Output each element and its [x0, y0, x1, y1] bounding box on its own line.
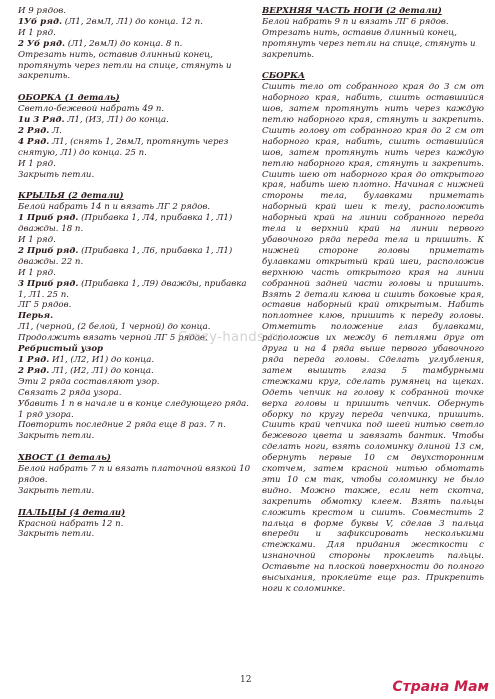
blank-line	[262, 61, 484, 72]
text-line	[18, 431, 246, 442]
blank-line	[18, 82, 246, 93]
section-heading: ОБОРКА (1 деталь)	[18, 93, 120, 104]
row-label: 3 Приб ряд.	[18, 278, 79, 289]
text-segment: Л1, (снять 1, 2вмЛ, протянуть через	[49, 136, 229, 147]
text-segment: (Л1, 2вмЛ) до конца. 8 п.	[64, 38, 183, 49]
text-line	[18, 398, 249, 410]
text-segment: 1, Л1. 25 п.	[18, 289, 69, 300]
right-column	[262, 6, 484, 595]
text-line	[18, 519, 246, 530]
text-line	[18, 508, 246, 519]
text-line	[262, 28, 484, 39]
text-line	[18, 39, 246, 50]
text-segment: ЛГ 5 рядов.	[18, 300, 72, 311]
text-line	[18, 486, 246, 497]
text-segment: протянуть через петли на спице, стянуть и	[18, 60, 232, 71]
text-line	[18, 355, 246, 366]
row-label: 1 Ряд.	[18, 354, 50, 365]
text-line	[18, 93, 246, 104]
section-heading: КРЫЛЬЯ (2 детали)	[18, 191, 124, 202]
row-label: Перья.	[18, 311, 54, 322]
text-segment: Связать 2 ряда узора.	[18, 387, 122, 398]
text-segment: И1, (Л2, И1) до конца.	[49, 354, 155, 365]
text-line	[18, 224, 246, 235]
text-line	[18, 257, 246, 268]
text-line	[18, 475, 246, 486]
text-line	[18, 213, 246, 224]
row-label: Ребристый узор	[18, 344, 104, 355]
section-heading: ПАЛЬЦЫ (4 детали)	[18, 507, 126, 518]
text-line	[262, 50, 484, 61]
blank-line	[18, 442, 246, 453]
text-line	[18, 126, 246, 137]
text-line	[18, 235, 246, 246]
text-line	[18, 366, 246, 377]
text-line	[18, 464, 251, 475]
text-segment: (Прибавка 1, Л4, прибавка 1, Л1)	[78, 213, 233, 224]
text-line	[18, 290, 246, 301]
row-label: 1и 3 Ряд.	[18, 115, 65, 126]
text-segment: Л1, (И2, Л1) до конца.	[49, 365, 154, 376]
text-segment: Л.	[49, 125, 62, 136]
row-label: 2 Ряд.	[18, 125, 50, 136]
text-line	[262, 17, 484, 28]
text-segment: закрепить.	[18, 71, 71, 82]
text-segment: протянуть через петли на спице, стянуть и	[262, 38, 476, 49]
page-number: 12	[240, 675, 252, 685]
text-line	[262, 6, 484, 17]
site-logo: Страна Мам	[392, 679, 489, 695]
row-label: 2 Уб ряд.	[18, 38, 65, 49]
text-line	[18, 71, 246, 82]
text-line	[18, 159, 246, 170]
text-segment: Л1, (ИЗ, Л1) до конца.	[64, 115, 169, 126]
text-segment: закрепить.	[262, 49, 315, 60]
text-segment: Повторить последние 2 ряда еще 8 раз. 7 п.	[18, 420, 226, 431]
text-segment: 1 ряд узора.	[18, 409, 74, 420]
blank-line	[18, 180, 246, 191]
text-segment: И 1 ряд.	[18, 158, 56, 169]
text-line	[18, 453, 246, 464]
text-line	[18, 279, 246, 290]
text-line	[18, 268, 246, 279]
text-line	[18, 61, 246, 72]
text-line	[18, 137, 246, 148]
text-line	[18, 17, 246, 28]
text-segment: (Прибавка 1, Л6, прибавка 1, Л1)	[78, 245, 233, 256]
text-line	[18, 6, 246, 17]
watermark: Crazy-hands.ru	[178, 330, 284, 345]
text-segment: Л1, (черной, (2 белой, 1 черной) до конца.	[18, 322, 211, 333]
text-segment: Красной набрать 12 п.	[18, 518, 124, 529]
text-segment: Закрыть петли.	[18, 431, 95, 442]
text-line	[18, 377, 246, 388]
text-line	[262, 71, 484, 82]
text-line	[18, 246, 246, 257]
text-line	[262, 39, 484, 50]
left-column	[18, 6, 251, 540]
section-heading: ВЕРХНЯЯ ЧАСТЬ НОГИ (2 детали)	[262, 6, 442, 16]
text-line	[18, 191, 246, 202]
text-line	[18, 202, 246, 213]
text-segment: И 9 рядов.	[18, 6, 66, 16]
blank-line	[18, 497, 246, 508]
row-label: 1 Приб ряд.	[18, 213, 79, 224]
text-line	[18, 388, 246, 399]
row-label: 1Уб ряд.	[18, 16, 62, 27]
section-heading: ХВОСТ (1 деталь)	[18, 453, 111, 464]
section-heading: СБОРКА	[262, 71, 305, 82]
text-segment: рядов.	[18, 474, 48, 485]
row-label: 2 Ряд.	[18, 365, 50, 376]
text-line	[18, 28, 246, 39]
row-label: 2 Приб ряд.	[18, 245, 79, 256]
text-segment: (Л1, 2вмЛ, Л1) до конца. 12 п.	[61, 16, 203, 27]
text-line	[262, 82, 484, 595]
text-line	[18, 410, 246, 421]
text-line	[18, 148, 246, 159]
text-line	[18, 50, 246, 61]
text-segment: Белой набрать 7 п и вязать платочной вязкой 10	[18, 464, 251, 475]
text-segment: Закрыть петли.	[18, 169, 95, 180]
text-segment: Белой набрать 14 п и вязать ЛГ 2 рядов.	[18, 202, 211, 213]
text-segment: Убавить 1 п в начале и в конце следующего ряда.	[18, 398, 249, 409]
text-segment: (Прибавка 1, Л9) дважды, прибавка	[78, 278, 247, 289]
text-segment: И 1 ряд.	[18, 27, 56, 38]
text-line	[18, 529, 246, 540]
text-segment: Продолжить вязать черной ЛГ 5 рядов.	[18, 333, 208, 344]
text-line	[18, 344, 246, 355]
text-segment: И 1 ряд.	[18, 267, 56, 278]
text-segment: Белой набрать 9 п и вязать ЛГ 6 рядов.	[262, 16, 449, 27]
text-segment: Закрыть петли.	[18, 529, 95, 540]
text-line	[18, 311, 246, 322]
text-line	[18, 300, 246, 311]
text-line	[18, 420, 246, 431]
text-line	[18, 104, 246, 115]
text-segment: Сшить тело от собранного края до 3 см от наборного края, набить, сшить оставшийся шов, затем протянуть нить через каждую петлю наборного края, стянуть и закрепить. Сшить голову от собранного края до 2 см от наборного края, набить, сшить оставшийся шов, затем протянуть нить через каждую петлю наборного края, стянуть и закрепить. Сшить шею от наборного края до открытого края, набить шею плотно. Начиная с нижней стороны тела, булавками приметать наборный край шеи к телу, расположить наборный край на линии собранного переда тела и верхний край на линии первого убавочного ряда переда тела и пришить. К нижней стороне головы приметать булавками открытый край шеи, расположив верхнюю часть открытого края на линии собранной задней части головы и пришить. Взять 2 детали клюва и сшить боковые края, оставив наборный край открытым. Набить поплотнее клюв, пришить к переду головы. Отметить положение глаз булавками, расположив их между 6 петлями друг от друга и на 4 ряда выше первого убавочного ряда переда головы. Сделать углубления, затем вышить глаза 5 тамбурными стежками круг, сделать румянец на щеках. Одеть чепчик на голову к собранной точке верха головы и пришить чепчик. Обернуть оборку по кругу переда чепчика, пришить. Сшить край чепчика под шеей нитью светло бежевого цвета и завязать бантик. Чтобы сделать ноги, взять соломинку длиной 13 см, обернуть первые 10 см двухсторонним скотчем, затем красной нитью обмотать эти 10 см так, чтобы соломинку не было видно. Можно также, если нет скотча, закрепить обмотку клеем. Взять пальцы сложить крестом и сшить. Совместить 2 пальца в форме буквы V, сделав 3 пальца впереди и зафиксировать несколькими стежками. Для придания жесткости с изнаночной стороны проклеить пальцы. Оставьте на плоской поверхности до полного высыхания, проклейте еще раз. Прикрепить ноги к соломинке.	[262, 82, 484, 595]
row-label: 4 Ряд.	[18, 136, 50, 147]
text-segment: дважды. 18 п.	[18, 224, 84, 235]
text-line	[18, 170, 246, 181]
text-segment: Отрезать нить, оставив длинный конец,	[18, 49, 213, 60]
text-segment: И 1 ряд.	[18, 235, 56, 245]
text-segment: Светло-бежевой набрать 49 п.	[18, 104, 165, 115]
text-line	[18, 115, 246, 126]
text-segment: Отрезать нить, оставив длинный конец,	[262, 27, 457, 38]
text-segment: дважды. 22 п.	[18, 256, 84, 267]
text-segment: Эти 2 ряда составляют узор.	[18, 376, 160, 387]
text-segment: Закрыть петли.	[18, 485, 95, 496]
text-segment: снятую, Л1) до конца. 25 п.	[18, 147, 147, 158]
